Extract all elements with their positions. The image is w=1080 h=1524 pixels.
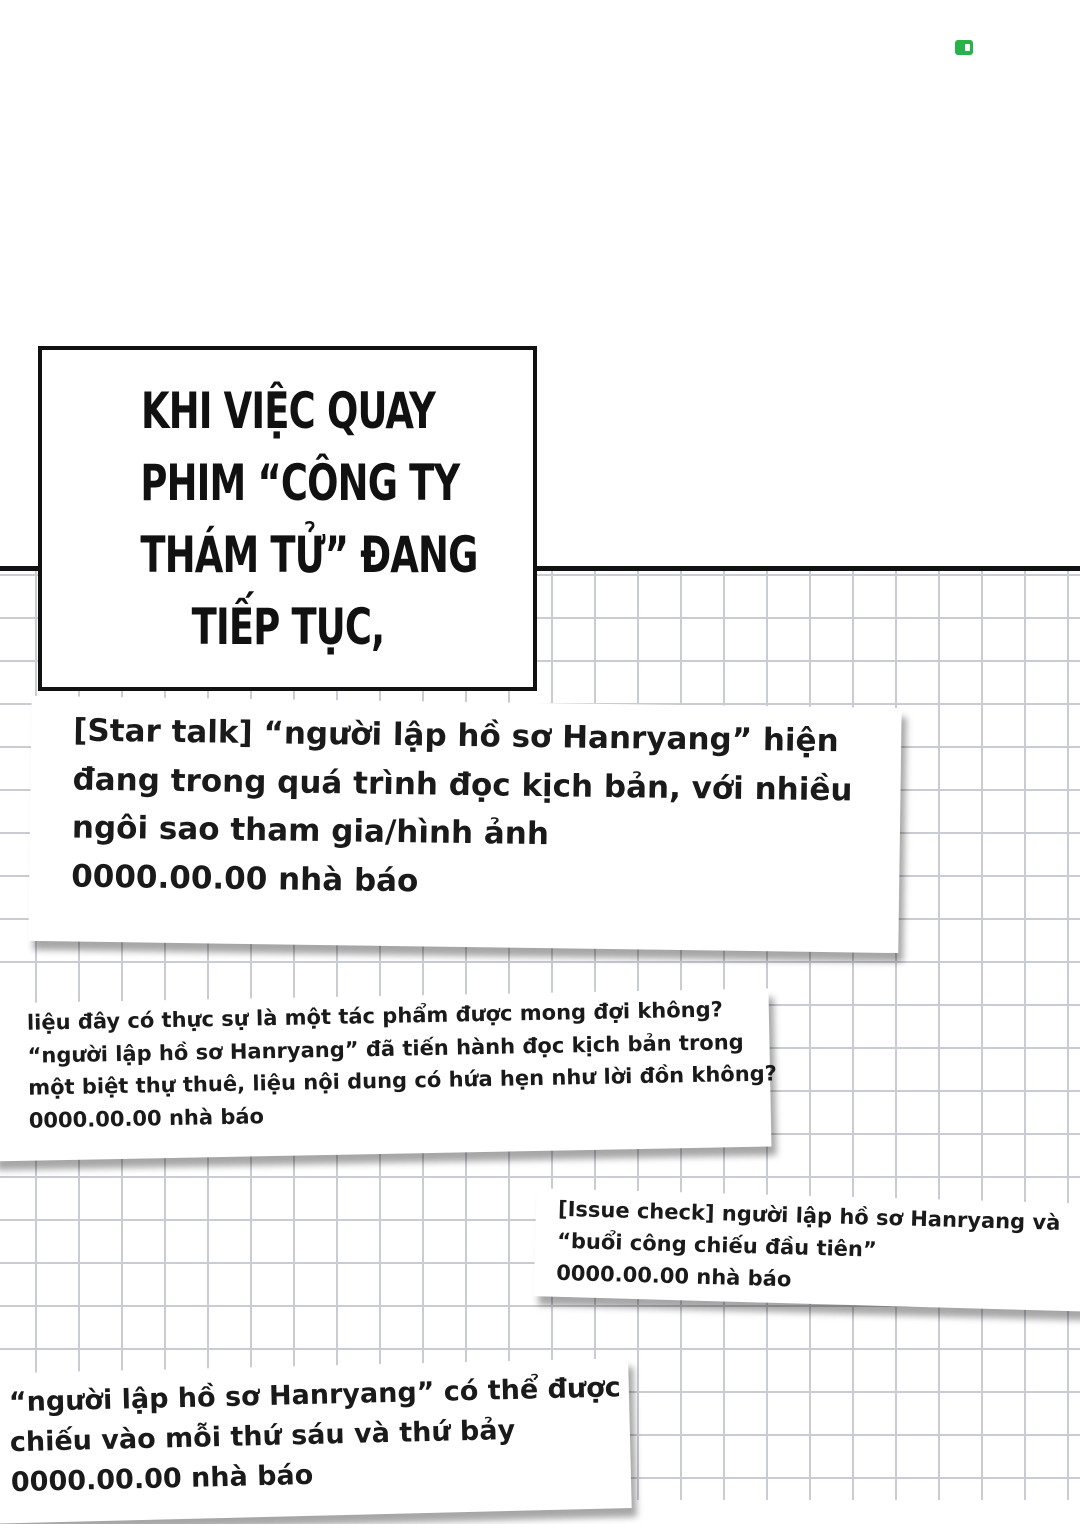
news-byline: 0000.00.00 nhà báo <box>70 858 419 899</box>
narration-caption-text <box>139 375 478 663</box>
news-clipping-3 <box>534 1188 1080 1312</box>
news-clipping-text <box>71 707 854 912</box>
caption-line: THÁM TỬ” ĐANG <box>139 525 478 584</box>
caption-line: TIẾP TỤC, <box>191 597 384 656</box>
news-byline: 0000.00.00 nhà báo <box>28 1103 265 1133</box>
corner-mark-icon <box>955 40 973 55</box>
news-headline-line: chiếu vào mỗi thứ sáu và thứ bảy <box>9 1414 516 1459</box>
caption-line: KHI VIỆC QUAY <box>140 381 435 440</box>
news-headline-line: một biệt thự thuê, liệu nội dung có hứa hẹn như lời đồn không? <box>27 1061 778 1100</box>
news-clipping-text <box>8 1368 623 1503</box>
caption-line: PHIM “CÔNG TY <box>139 453 459 512</box>
news-headline-line: liệu đây có thực sự là một tác phẩm được mong đợi không? <box>26 997 724 1035</box>
news-byline: 0000.00.00 nhà báo <box>10 1459 314 1499</box>
news-headline-line: “buổi công chiếu đầu tiên” <box>556 1228 878 1262</box>
news-headline-line: ngôi sao tham gia/hình ảnh <box>71 809 550 853</box>
narration-caption-box <box>38 346 537 691</box>
news-clipping-text <box>556 1193 1061 1303</box>
news-headline-line: “người lập hồ sơ Hanryang” đã tiến hành đọc kịch bản trong <box>27 1029 744 1068</box>
news-headline-line: đang trong quá trình đọc kịch bản, với nhiều <box>72 761 853 808</box>
news-clipping-text <box>27 992 778 1136</box>
news-byline: 0000.00.00 nhà báo <box>555 1260 792 1292</box>
news-clipping-1 <box>28 696 901 953</box>
news-headline-line: [Issue check] người lập hồ sơ Hanryang và <box>557 1196 1061 1235</box>
news-headline-line: “người lập hồ sơ Hanryang” có thể được <box>8 1372 622 1419</box>
news-clipping-4 <box>0 1358 632 1524</box>
news-headline-line: [Star talk] “người lập hồ sơ Hanryang” hiện <box>73 712 839 760</box>
news-clipping-2 <box>0 989 778 1162</box>
